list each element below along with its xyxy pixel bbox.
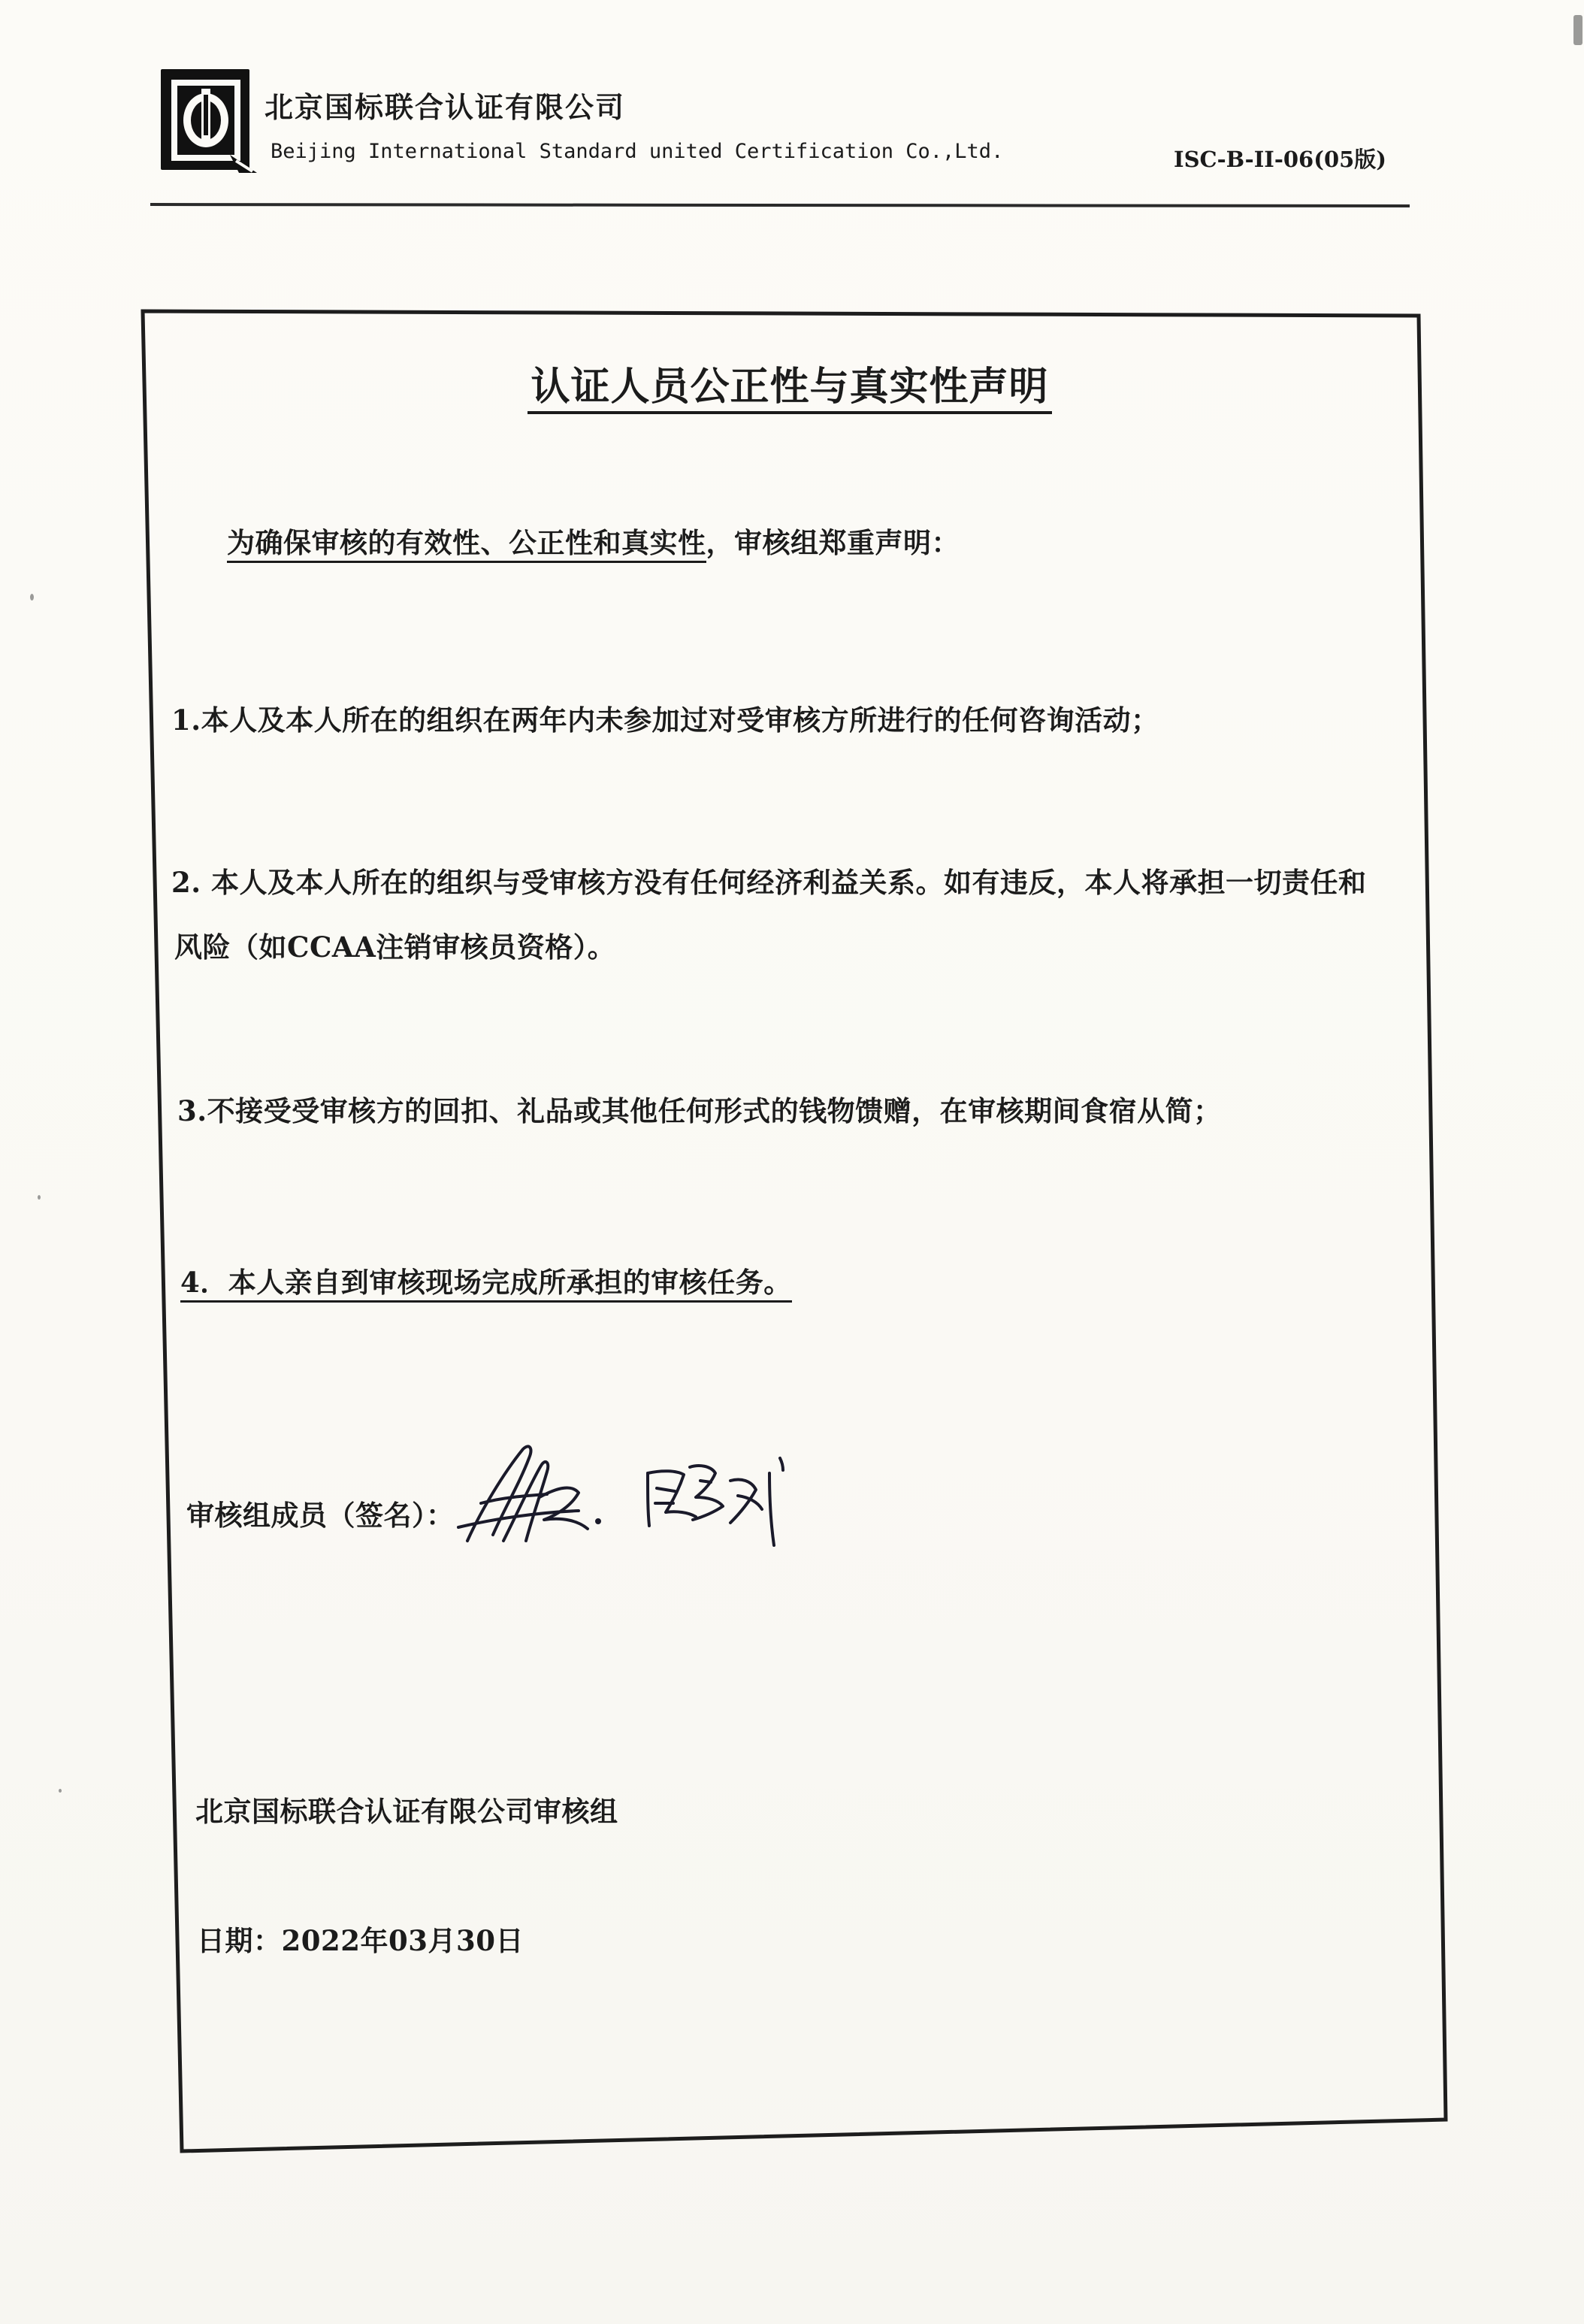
- declaration-item-2-line-1: 2. 本人及本人所在的组织与受审核方没有任何经济利益关系。如有违反，本人将承担一切责任和: [171, 866, 1367, 899]
- company-name-en: Beijing International Standard united Certification Co.,Ltd.: [271, 140, 1004, 163]
- handwritten-signatures: [451, 1428, 797, 1563]
- document-code: ISC-B-II-06(05版): [1174, 147, 1387, 172]
- page-title: [0, 355, 1584, 411]
- intro-underlined-text: 为确保审核的有效性、公正性和真实性: [227, 526, 706, 563]
- scan-speck: [59, 1789, 62, 1793]
- company-name-cn: 北京国标联合认证有限公司: [265, 90, 626, 124]
- signature-label: 审核组成员（签名）：: [186, 1499, 455, 1532]
- intro-rest-text: ，审核组郑重声明：: [706, 526, 960, 559]
- scan-speck: [1573, 15, 1582, 45]
- scan-speck: [30, 594, 34, 601]
- declaration-item-4: [180, 1260, 792, 1300]
- declaration-item-2-line-2: 风险（如CCAA注销审核员资格）。: [174, 931, 616, 964]
- intro-statement: [227, 520, 960, 561]
- declaration-item-1: 1.本人及本人所在的组织在两年内未参加过对受审核方所进行的任何咨询活动；: [171, 704, 1159, 737]
- declaration-item-3: 3.不接受受审核方的回扣、礼品或其他任何形式的钱物馈赠，在审核期间食宿从简；: [177, 1094, 1222, 1127]
- scan-speck: [38, 1195, 41, 1200]
- declaration-item-4-text: 4．本人亲自到审核现场完成所承担的审核任务。: [180, 1266, 792, 1303]
- audit-team-organization: 北京国标联合认证有限公司审核组: [195, 1795, 618, 1828]
- declaration-date: 日期：2022年03月30日: [197, 1924, 524, 1957]
- page-title-text: 认证人员公正性与真实性声明: [527, 365, 1051, 414]
